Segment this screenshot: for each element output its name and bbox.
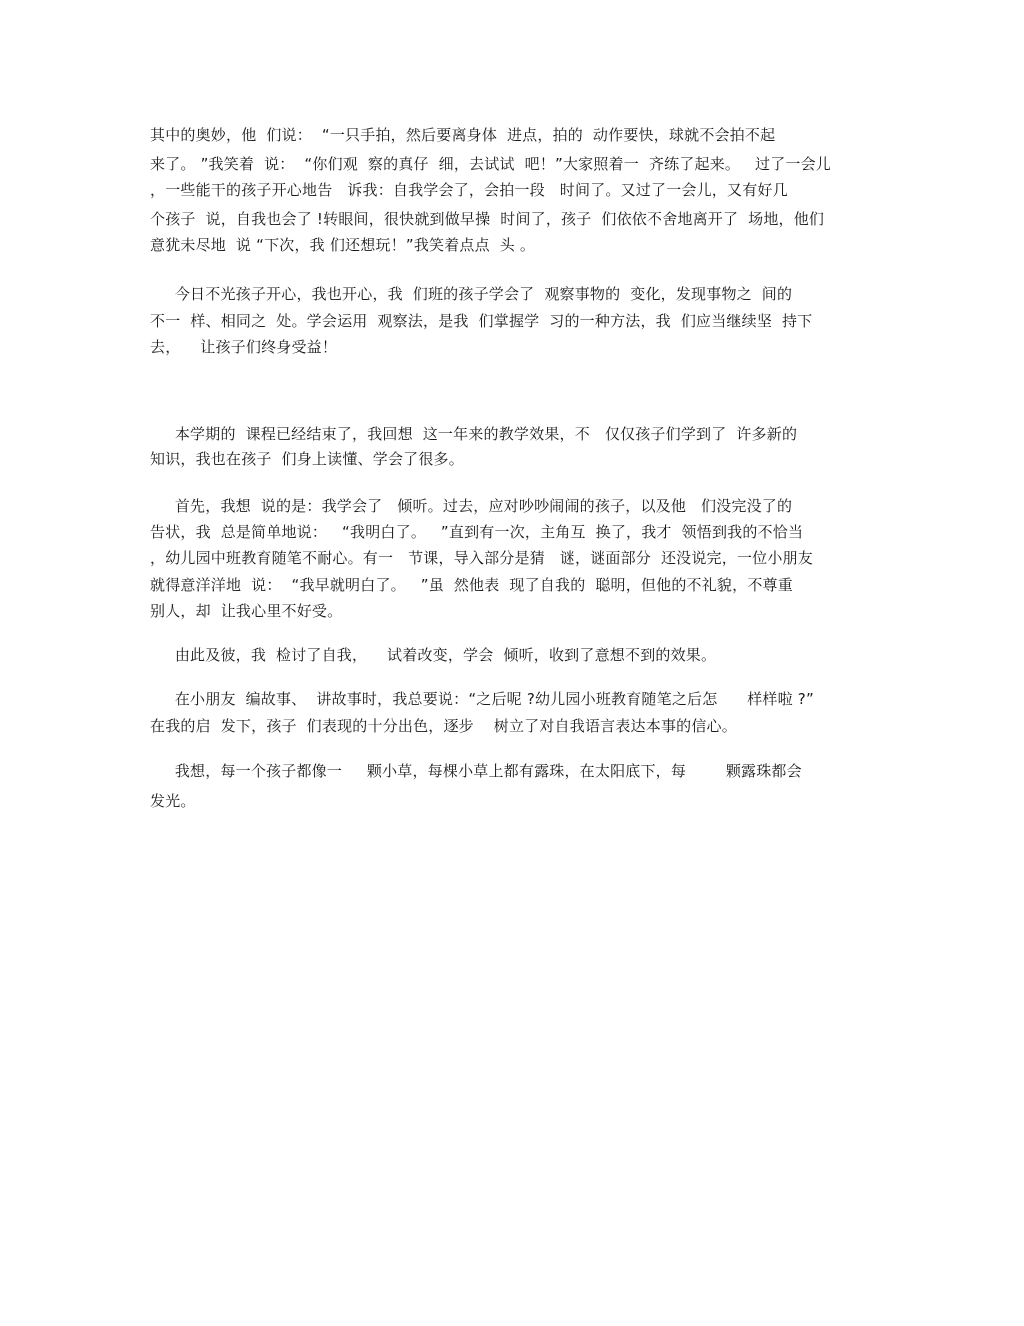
- paragraph-1-line-3: ，一些能干的孩子开心地告 诉我：自我学会了，会拍一段 时间了。又过了一会儿，又有好几: [150, 181, 788, 199]
- paragraph-3-line-2: 知识，我也在孩子 们身上读懂、学会了很多。: [150, 450, 464, 468]
- paragraph-4-line-5: 别人，却 让我心里不好受。: [150, 602, 343, 620]
- paragraph-7-line-2: 发光。: [150, 792, 196, 810]
- paragraph-2-line-1: 今日不光孩子开心，我也开心，我 们班的孩子学会了 观察事物的 变化，发现事物之 间的: [150, 285, 793, 303]
- paragraph-6-line-2: 在我的启 发下，孩子 们表现的十分出色，逐步 树立了对自我语言表达本事的信心。: [150, 717, 737, 735]
- paragraph-6-line-1: 在小朋友 编故事、 讲故事时，我总要说：“之后呢 ?幼儿园小班教育随笔之后怎 样样啦 ?”: [150, 690, 814, 708]
- paragraph-4-line-3: ，幼儿园中班教育随笔不耐心。有一 节课，导入部分是猜 谜，谜面部分 还没说完，一位小朋友: [150, 549, 813, 567]
- paragraph-5-line-1: 由此及彼，我 检讨了自我， 试着改变，学会 倾听，收到了意想不到的效果。: [150, 646, 717, 664]
- paragraph-4-line-2: 告状，我 总是简单地说： “我明白了。 ”直到有一次，主角互 换了，我才 领悟到我的不恰当: [150, 523, 804, 541]
- paragraph-2-line-3: 去， 让孩子们终身受益！: [150, 338, 338, 356]
- paragraph-1-line-5: 意犹未尽地 说 “下次，我 们还想玩！”我笑着点点 头 。: [150, 236, 536, 254]
- paragraph-7-line-1: 我想，每一个孩子都像一 颗小草，每棵小草上都有露珠，在太阳底下，每 颗露珠都会: [150, 762, 802, 780]
- paragraph-4-line-1: 首先，我想 说的是：我学会了 倾听。过去，应对吵吵闹闹的孩子，以及他 们没完没了的: [150, 497, 793, 515]
- paragraph-1-line-4: 个孩子 说，自我也会了 !转眼间，很快就到做早操 时间了，孩子 们依依不舍地离开了 场地，他们: [150, 210, 825, 228]
- paragraph-1-line-2: 来了。 ”我笑着 说： “你们观 察的真仔 细，去试试 吧！”大家照着一 齐练了起来。 过了一会儿: [150, 155, 832, 173]
- paragraph-4-line-4: 就得意洋洋地 说： “我早就明白了。 ”虽 然他表 现了自我的 聪明，但他的不礼貌，不尊重: [150, 576, 793, 594]
- paragraph-3-line-1: 本学期的 课程已经结束了，我回想 这一年来的教学效果，不 仅仅孩子们学到了 许多新的: [150, 425, 798, 443]
- paragraph-1-line-1: 其中的奥妙，他 们说： “一只手拍，然后要离身体 进点，拍的 动作要快，球就不会拍不起: [150, 126, 776, 144]
- paragraph-2-line-2: 不一 样、相同之 处。学会运用 观察法，是我 们掌握学 习的一种方法，我 们应当继续坚 持下: [150, 312, 813, 330]
